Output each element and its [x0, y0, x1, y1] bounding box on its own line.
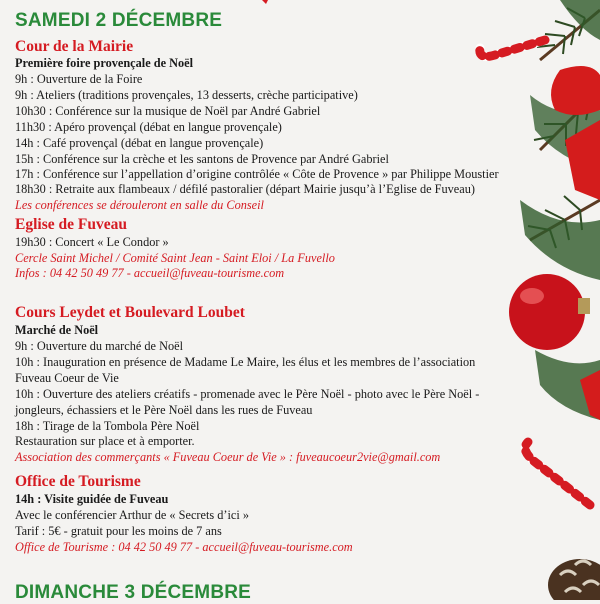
- schedule-line: 15h : Conférence sur la crèche et les santons de Provence par André Gabriel: [15, 152, 389, 166]
- venue-contact: Infos : 04 42 50 49 77 - accueil@fuveau-tourisme.com: [15, 266, 285, 280]
- venue-subtitle: 14h : Visite guidée de Fuveau: [15, 492, 169, 506]
- red-bauble-icon: [509, 274, 590, 350]
- schedule-line: 10h : Inauguration en présence de Madame Le Maire, les élus et les membres de l’association: [15, 355, 476, 369]
- venue-title-tourisme: Office de Tourisme: [15, 473, 141, 490]
- schedule-line: Tarif : 5€ - gratuit pour les moins de 7 ans: [15, 524, 222, 538]
- day-heading-sunday: DIMANCHE 3 DÉCEMBRE: [15, 582, 252, 603]
- schedule-line: 9h : Ouverture de la Foire: [15, 72, 143, 86]
- schedule-line: 10h30 : Conférence sur la musique de Noël par André Gabriel: [15, 104, 321, 118]
- fir-needles-icon: [520, 0, 600, 420]
- schedule-line: 17h : Conférence sur l’appellation d’origine contrôlée « Côte de Provence » par Philippe Moustier: [15, 167, 499, 181]
- schedule-line: 9h : Ateliers (traditions provençales, 13 desserts, crèche participative): [15, 88, 358, 102]
- venue-note: Cercle Saint Michel / Comité Saint Jean - Saint Eloi / La Fuvello: [15, 251, 335, 265]
- schedule-line: 9h : Ouverture du marché de Noël: [15, 339, 183, 353]
- venue-contact: Office de Tourisme : 04 42 50 49 77 - accueil@fuveau-tourisme.com: [15, 540, 353, 554]
- venue-subtitle: Marché de Noël: [15, 323, 99, 337]
- pine-cone-icon: [548, 559, 600, 600]
- candy-cane-icon: [525, 442, 590, 505]
- schedule-line: jongleurs, échassiers et le Père Noël dans les rues de Fuveau: [15, 403, 313, 417]
- schedule-line: Avec le conférencier Arthur de « Secrets d’ici »: [15, 508, 249, 522]
- candy-cane-icon: [480, 40, 545, 56]
- schedule-line: 14h : Café provençal (débat en langue provençale): [15, 136, 264, 150]
- schedule-line: 10h : Ouverture des ateliers créatifs - promenade avec le Père Noël - photo avec le Père Noël -: [15, 387, 480, 401]
- venue-title-eglise: Eglise de Fuveau: [15, 216, 127, 233]
- schedule-line: 11h30 : Apéro provençal (débat en langue provençale): [15, 120, 282, 134]
- venue-title-mairie: Cour de la Mairie: [15, 38, 134, 55]
- schedule-line: 18h : Tirage de la Tombola Père Noël: [15, 419, 200, 433]
- schedule-line: Fuveau Coeur de Vie: [15, 371, 119, 385]
- venue-contact: Association des commerçants « Fuveau Coeur de Vie » : fuveaucoeur2vie@gmail.com: [15, 450, 441, 464]
- venue-note: Les conférences se dérouleront en salle du Conseil: [15, 198, 264, 212]
- schedule-line: 19h30 : Concert « Le Condor »: [15, 235, 169, 249]
- venue-subtitle: Première foire provençale de Noël: [15, 56, 194, 70]
- venue-title-leydet: Cours Leydet et Boulevard Loubet: [15, 304, 245, 321]
- day-heading-saturday: SAMEDI 2 DÉCEMBRE: [15, 10, 223, 31]
- schedule-line: Restauration sur place et à emporter.: [15, 434, 195, 448]
- red-ribbon-icon: [262, 0, 268, 4]
- schedule-line: 18h30 : Retraite aux flambeaux / défilé pastoralier (départ Mairie jusqu’à l’Eglise de Fuveau): [15, 182, 475, 196]
